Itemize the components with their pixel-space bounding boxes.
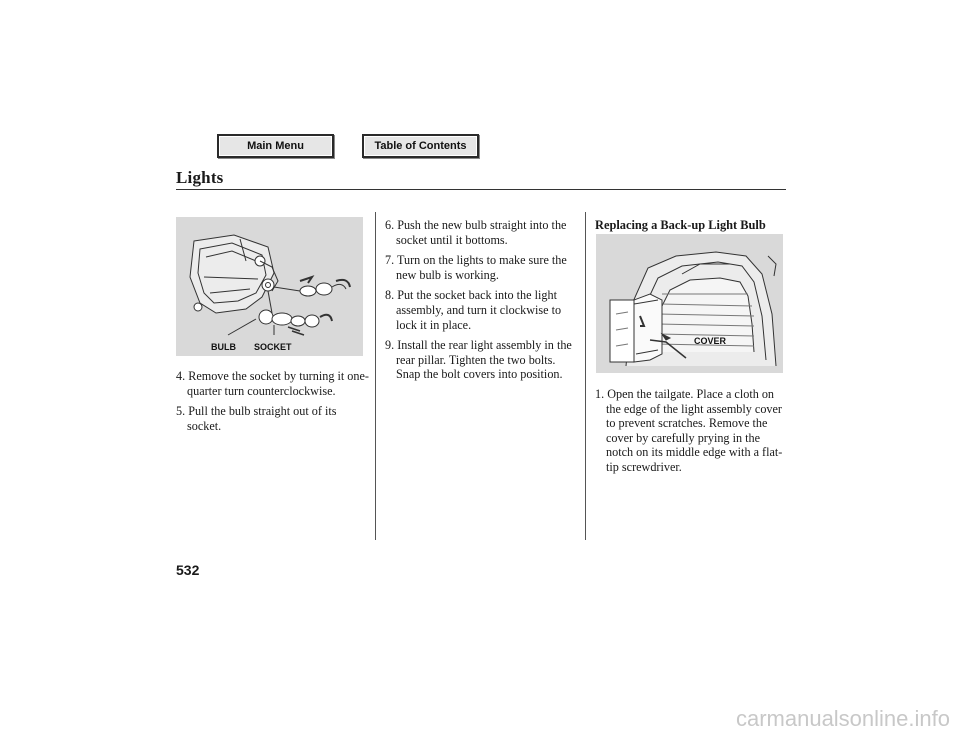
step-number: 6. bbox=[385, 218, 395, 232]
column-divider bbox=[585, 212, 586, 540]
steps-list-column-2 bbox=[385, 218, 577, 388]
step-number: 9. bbox=[385, 338, 395, 353]
rear-light-socket-illustration bbox=[176, 217, 363, 356]
list-item bbox=[385, 253, 577, 282]
step-text: Put the socket back into the light assembly, and turn it clockwise to lock it in place. bbox=[396, 288, 562, 332]
step-number: 7. bbox=[385, 253, 395, 268]
cover-label: COVER bbox=[694, 336, 727, 346]
step-number: 8. bbox=[385, 288, 395, 303]
main-menu-button[interactable]: Main Menu bbox=[217, 134, 334, 158]
step-text: Open the tailgate. Place a cloth on the edge of the light assembly cover to prevent scratches. Remove the cover by carefully prying in the notch on its middle edge with a flat-tip screwdriver. bbox=[606, 387, 783, 474]
step-text: Push the new bulb straight into the socket until it bottoms. bbox=[396, 218, 567, 247]
step-text: Pull the bulb straight out of its socket. bbox=[187, 404, 337, 433]
steps-list-column-3 bbox=[595, 387, 790, 481]
table-of-contents-button[interactable]: Table of Contents bbox=[362, 134, 479, 158]
steps-list-column-1 bbox=[176, 369, 371, 439]
step-text: Remove the socket by turning it one-quarter turn counterclockwise. bbox=[187, 369, 369, 398]
list-item bbox=[385, 288, 577, 332]
step-number: 4. bbox=[176, 369, 186, 383]
list-item bbox=[385, 338, 577, 382]
list-item bbox=[176, 369, 371, 398]
socket-label: SOCKET bbox=[254, 342, 292, 352]
step-number: 1. bbox=[595, 387, 605, 401]
watermark: carmanualsonline.info bbox=[735, 706, 950, 731]
column-divider bbox=[375, 212, 376, 540]
list-item bbox=[385, 218, 577, 247]
list-item bbox=[176, 404, 371, 433]
tailgate-cover-illustration bbox=[596, 234, 783, 373]
section-title: Lights bbox=[176, 168, 224, 187]
subsection-heading: Replacing a Back-up Light Bulb bbox=[595, 218, 766, 232]
page-number: 532 bbox=[176, 562, 200, 578]
step-number: 5. bbox=[176, 404, 186, 419]
step-text: Install the rear light assembly in the rear pillar. Tighten the two bolts. Snap the bolt covers into position. bbox=[396, 338, 572, 382]
step-text: Turn on the lights to make sure the new bulb is working. bbox=[396, 253, 567, 282]
bulb-label: BULB bbox=[211, 342, 236, 352]
title-divider bbox=[176, 189, 786, 190]
list-item bbox=[595, 387, 790, 475]
